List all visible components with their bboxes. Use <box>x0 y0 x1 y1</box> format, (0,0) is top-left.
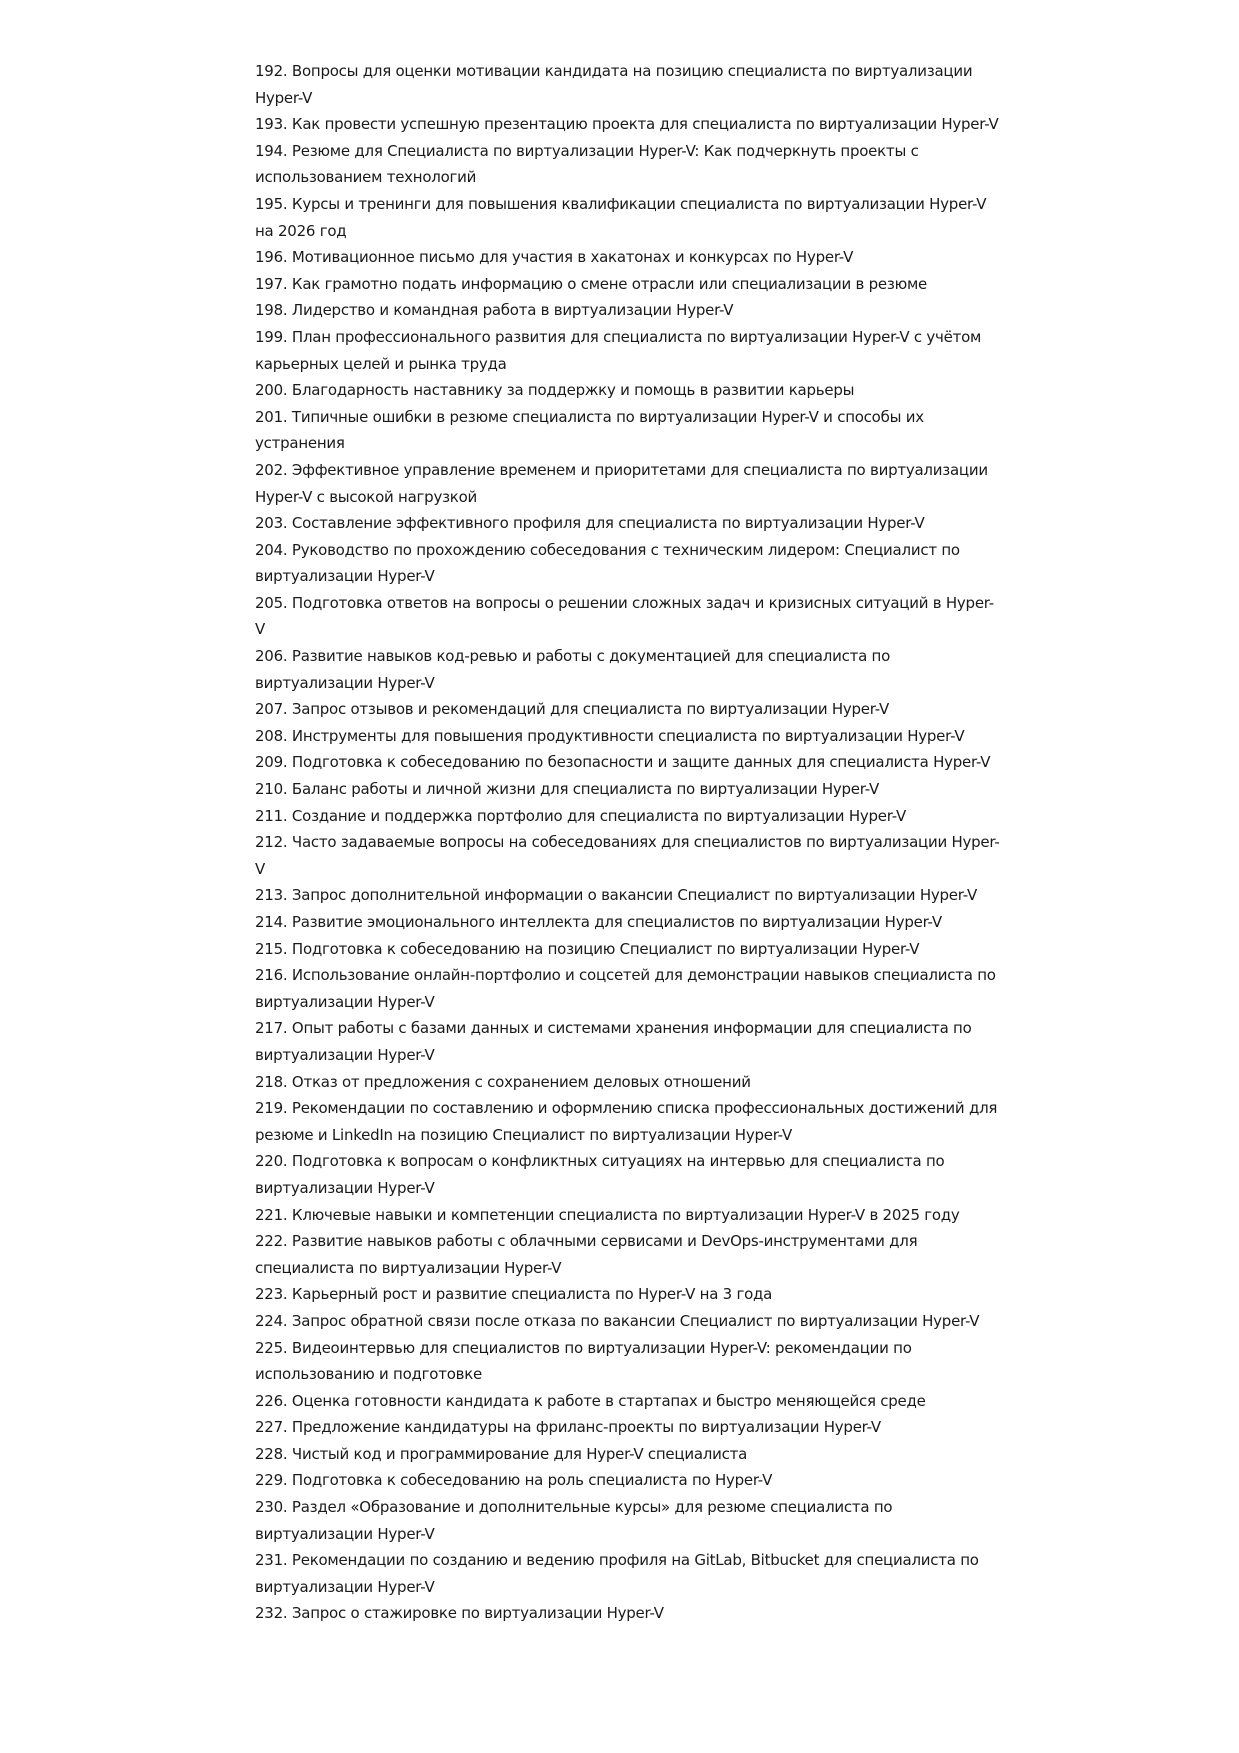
list-item: 213. Запрос дополнительной информации о вакансии Специалист по виртуализации Hyper-V <box>255 886 977 905</box>
list-item: 195. Курсы и тренинги для повышения квалификации специалиста по виртуализации Hyper-V на 2026 год <box>255 194 987 240</box>
list-item: 216. Использование онлайн-портфолио и соцсетей для демонстрации навыков специалиста по виртуализации Hyper-V <box>255 966 996 1011</box>
list-item: 219. Рекомендации по составлению и оформлению списка профессиональных достижений для резюме и LinkedIn на позицию Специалист по виртуализации Hyper-V <box>255 1099 998 1144</box>
list-item: 206. Развитие навыков код-ревью и работы с документацией для специалиста по виртуализации Hyper-V <box>255 647 891 692</box>
list-item: 214. Развитие эмоционального интеллекта для специалистов по виртуализации Hyper-V <box>255 913 942 931</box>
list-item: 199. План профессионального развития для специалиста по виртуализации Hyper-V с учётом карьерных целей и рынка труда <box>255 327 982 373</box>
list-item: 205. Подготовка ответов на вопросы о решении сложных задач и кризисных ситуаций в Hyper-V <box>255 593 994 639</box>
list-item: 203. Составление эффективного профиля для специалиста по виртуализации Hyper-V <box>255 514 925 533</box>
list-item: 230. Раздел «Образование и дополнительные курсы» для резюме специалиста по виртуализации Hyper-V <box>255 1498 893 1543</box>
list-item: 193. Как провести успешную презентацию проекта для специалиста по виртуализации Hyper-V <box>255 115 999 134</box>
list-item: 221. Ключевые навыки и компетенции специалиста по виртуализации Hyper-V в 2025 году <box>255 1205 960 1224</box>
list-item: 207. Запрос отзывов и рекомендаций для специалиста по виртуализации Hyper-V <box>255 700 890 719</box>
list-item: 226. Оценка готовности кандидата к работе в стартапах и быстро меняющейся среде <box>255 1391 926 1410</box>
list-item: 201. Типичные ошибки в резюме специалиста по виртуализации Hyper-V и способы их устранения <box>255 407 924 453</box>
document-page <box>255 58 1000 1627</box>
list-item: 228. Чистый код и программирование для Hyper-V специалиста <box>255 1444 748 1463</box>
list-item: 196. Мотивационное письмо для участия в хакатонах и конкурсах по Hyper-V <box>255 248 854 267</box>
list-item: 198. Лидерство и командная работа в виртуализации Hyper-V <box>255 301 734 320</box>
list-item: 231. Рекомендации по созданию и ведению профиля на GitLab, Bitbucket для специалиста по виртуализации Hyper-V <box>255 1551 979 1596</box>
list-item: 227. Предложение кандидатуры на фриланс-проекты по виртуализации Hyper-V <box>255 1418 881 1437</box>
list-item: 223. Карьерный рост и развитие специалиста по Hyper-V на 3 года <box>255 1285 773 1304</box>
list-item: 212. Часто задаваемые вопросы на собеседованиях для специалистов по виртуализации Hyper-V <box>255 833 1000 878</box>
list-item: 192. Вопросы для оценки мотивации кандидата на позицию специалиста по виртуализации Hyper-V <box>255 62 973 107</box>
list-item: 232. Запрос о стажировке по виртуализации Hyper-V <box>255 1604 664 1623</box>
list-item: 200. Благодарность наставнику за поддержку и помощь в развитии карьеры <box>255 381 855 400</box>
list-item: 224. Запрос обратной связи после отказа по вакансии Специалист по виртуализации Hyper-V <box>255 1311 980 1330</box>
list-item: 229. Подготовка к собеседованию на роль специалиста по Hyper-V <box>255 1471 773 1490</box>
list-item: 215. Подготовка к собеседованию на позицию Специалист по виртуализации Hyper-V <box>255 939 920 958</box>
list-item: 209. Подготовка к собеседованию по безопасности и защите данных для специалиста Hyper-V <box>255 753 991 772</box>
list-item: 222. Развитие навыков работы с облачными сервисами и DevOps-инструментами для специалиста по виртуализации Hyper-V <box>255 1232 918 1277</box>
list-item: 197. Как грамотно подать информацию о смене отрасли или специализации в резюме <box>255 274 928 293</box>
list-item: 217. Опыт работы с базами данных и системами хранения информации для специалиста по виртуализации Hyper-V <box>255 1019 972 1064</box>
list-item: 204. Руководство по прохождению собеседования с техническим лидером: Специалист по виртуализации Hyper-V <box>255 540 960 586</box>
list-item: 220. Подготовка к вопросам о конфликтных ситуациях на интервью для специалиста по виртуализации Hyper-V <box>255 1152 945 1197</box>
list-item: 194. Резюме для Специалиста по виртуализации Hyper-V: Как подчеркнуть проекты с использованием технологий <box>255 141 919 187</box>
list-item: 210. Баланс работы и личной жизни для специалиста по виртуализации Hyper-V <box>255 780 880 799</box>
list-item: 211. Создание и поддержка портфолио для специалиста по виртуализации Hyper-V <box>255 806 906 825</box>
list-item: 202. Эффективное управление временем и приоритетами для специалиста по виртуализации Hyper-V с высокой нагрузкой <box>255 460 988 506</box>
list-item: 208. Инструменты для повышения продуктивности специалиста по виртуализации Hyper-V <box>255 726 965 745</box>
list-item: 225. Видеоинтервью для специалистов по виртуализации Hyper-V: рекомендации по использованию и подготовке <box>255 1338 912 1384</box>
list-item: 218. Отказ от предложения с сохранением деловых отношений <box>255 1072 751 1091</box>
